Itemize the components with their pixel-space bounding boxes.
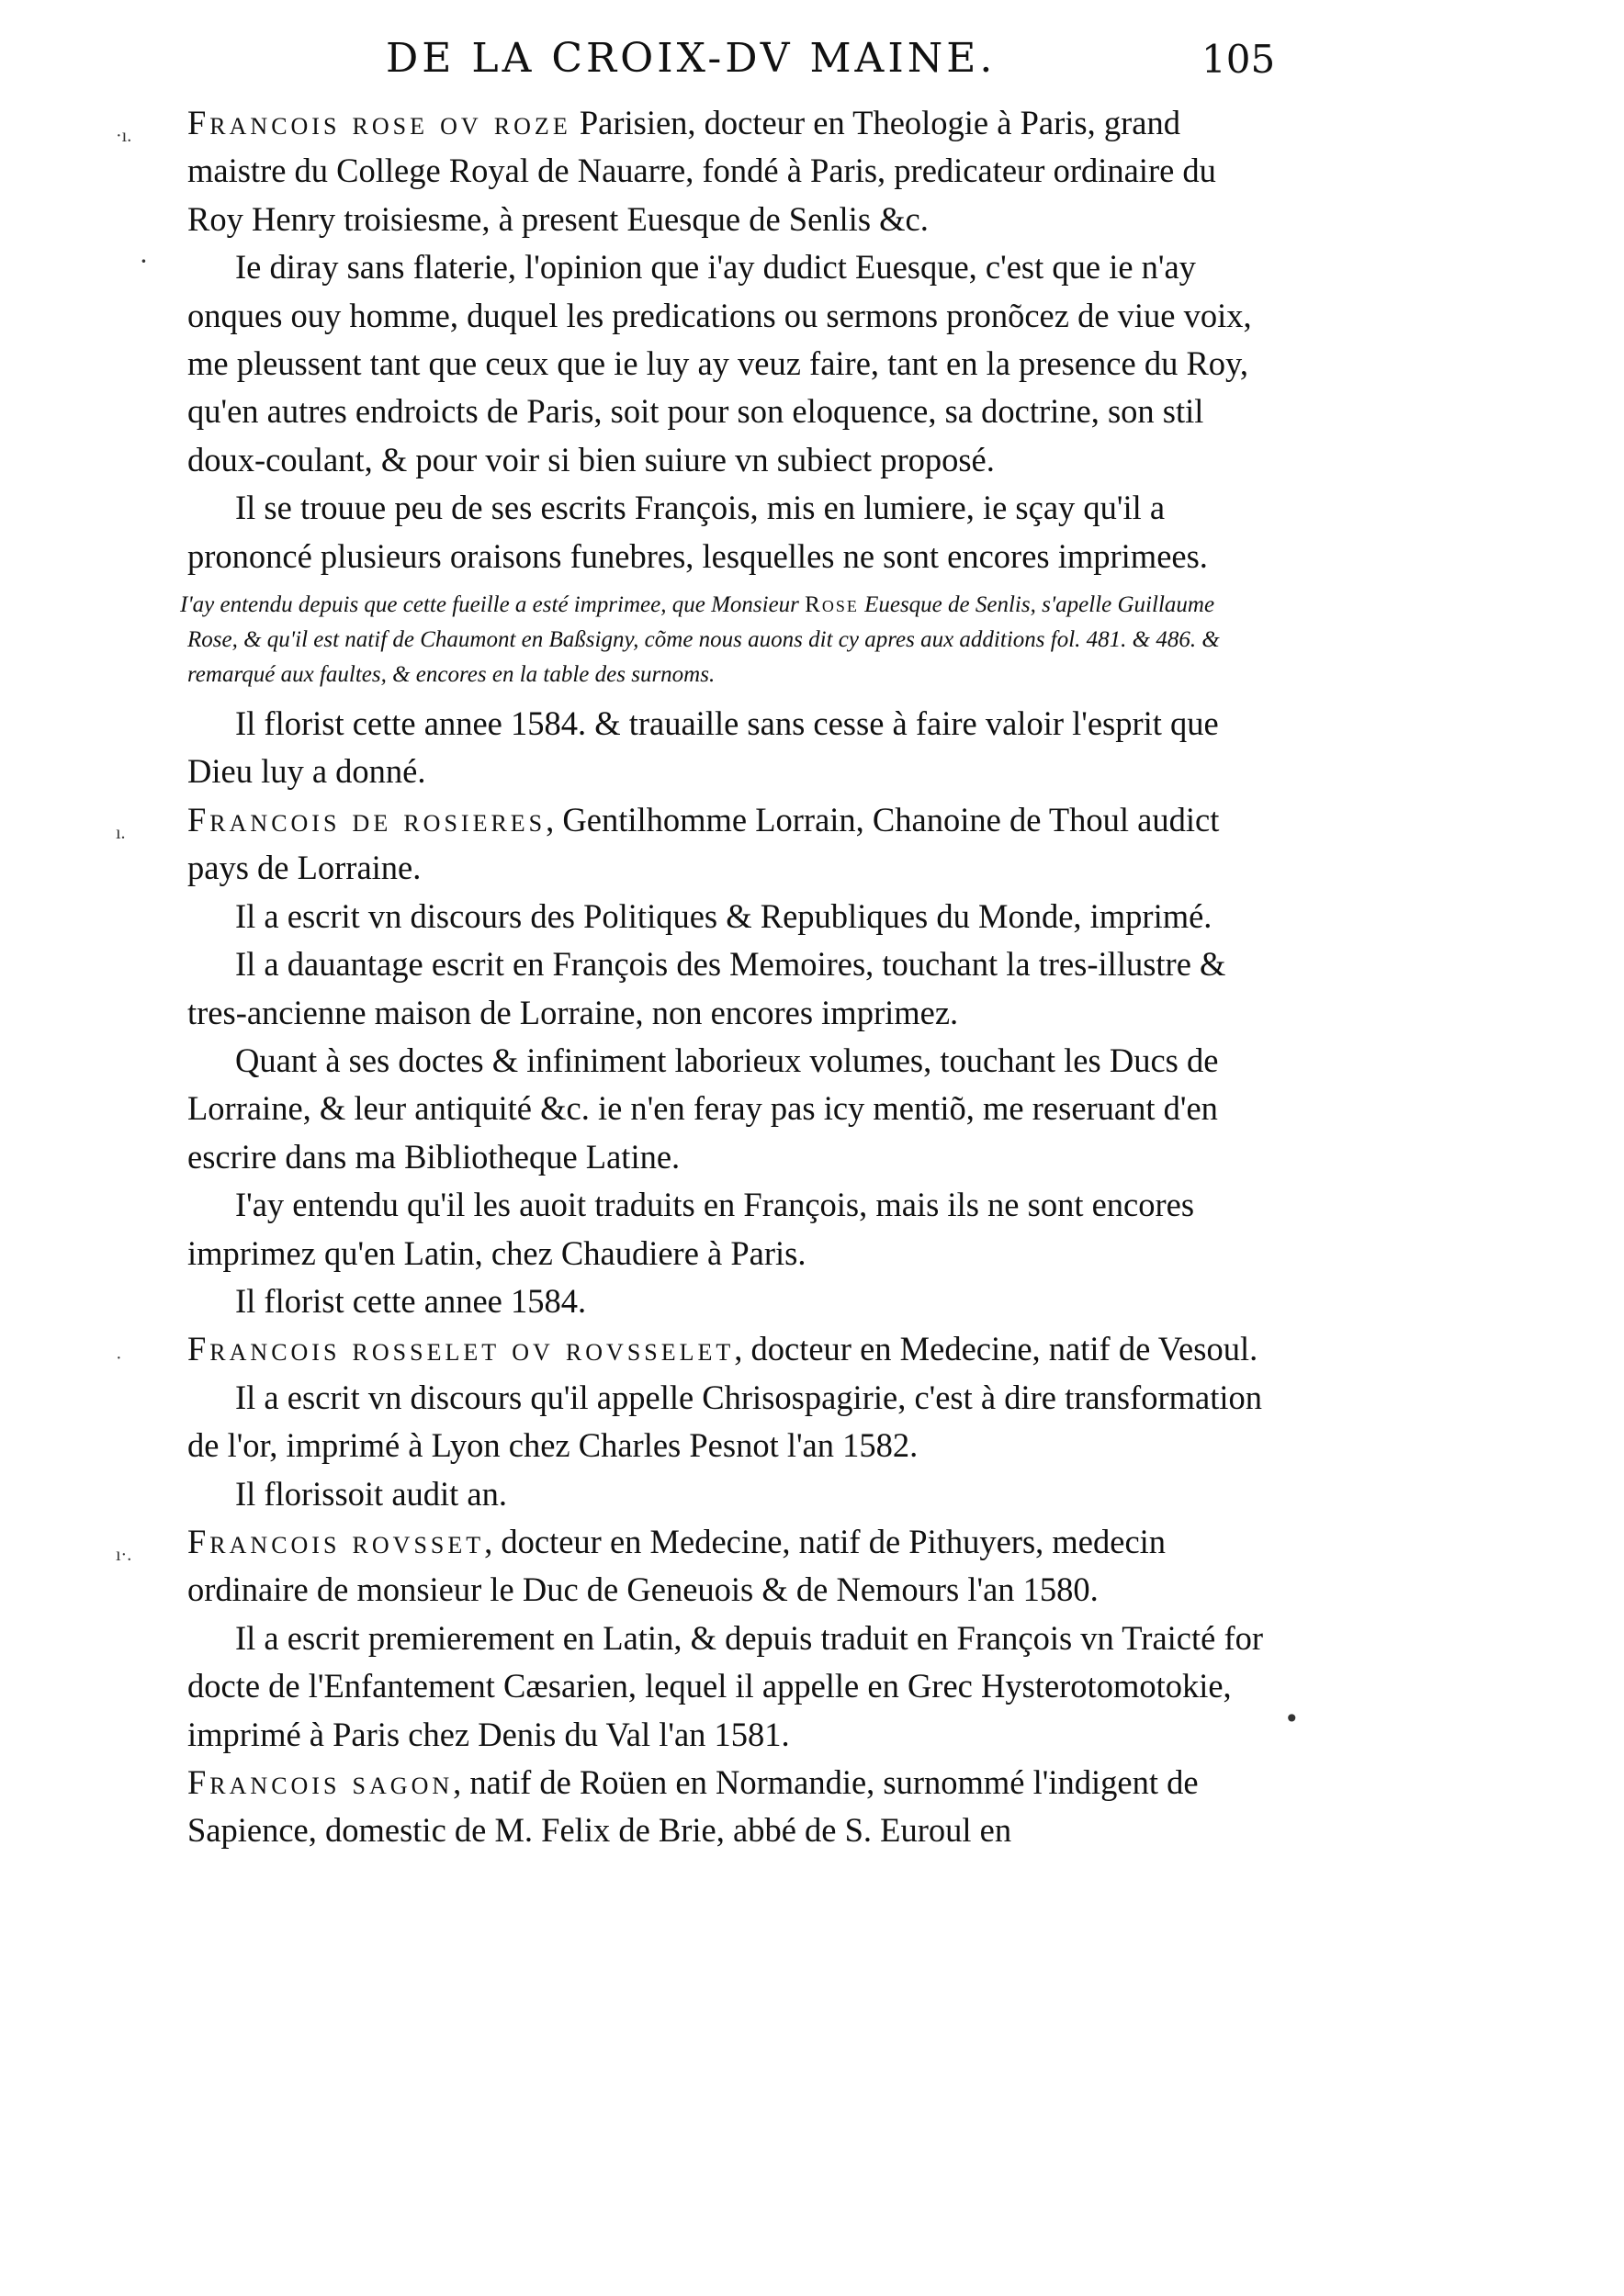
paragraph: Il a escrit vn discours qu'il appelle Chrisospagirie, c'est à dire transformation de l'or, imprimé à Lyon chez Charles Pesnot l'an 1582. (187, 1378, 1262, 1465)
paragraph: Il florist cette annee 1584. (235, 1281, 587, 1320)
paragraph: Il a escrit premierement en Latin, & depuis traduit en François vn Traicté for docte de l'Enfantement Cæsarien, lequel il appelle en Grec Hysterotomotokie, imprimé à Paris chez Denis du Val l'an 1581. (187, 1618, 1264, 1753)
entry-intro: , natif de Roüen en Normandie, surnommé l'indigent de Sapience, domestic de M. Felix de Brie, abbé de S. Euroul en (187, 1763, 1199, 1850)
entry-intro: , docteur en Medecine, natif de Vesoul. (734, 1330, 1258, 1368)
page-body (116, 99, 1269, 1855)
page-header (0, 35, 1624, 90)
printer-note (180, 588, 1269, 692)
paragraph: Il florissoit audit an. (235, 1474, 508, 1513)
entry-francois-sagon (187, 1759, 1269, 1855)
running-head: DE LA CROIX-DV MAINE. (386, 35, 997, 82)
note-text: Euesque de Senlis, s'apelle Guillaume Rose, & qu'il est natif de Chaumont en Baßsigny, cõme nous auons dit cy apres aux additions fol. 481. & 486. & remarqué aux faultes, & encores en la table des surnoms. (187, 592, 1220, 688)
entry-heading (187, 796, 1269, 893)
note-name: Rose (805, 592, 859, 618)
entry-heading (187, 1518, 1269, 1615)
entry-heading (187, 1325, 1269, 1373)
paragraph: Quant à ses doctes & infiniment laborieux volumes, touchant les Ducs de Lorraine, & leur antiquité &c. ie n'en feray pas icy mentiõ, me reseruant d'en escrire dans ma Bibliotheque Latine. (187, 1041, 1219, 1176)
margin-marker: · (116, 1348, 122, 1369)
entry-heading (187, 99, 1269, 243)
entry-francois-de-rosieres (116, 796, 1269, 1325)
entry-name: Francois rosselet ov rovsselet (187, 1330, 735, 1368)
paragraph: Ie diray sans flaterie, l'opinion que i'ay dudict Euesque, c'est que ie n'ay onques ouy homme, duquel les predications ou sermons pronõcez de viue voix, me pleussent tant que ceux que ie luy ay veuz faire, tant en la presence du Roy, qu'en autres endroicts de Paris, soit pour son eloquence, sa doctrine, son stil doux-coulant, & pour voir si bien suiure vn subiect proposé. (187, 248, 1252, 478)
paragraph: I'ay entendu qu'il les auoit traduits en François, mais ils ne sont encores imprimez qu'en Latin, chez Chaudiere à Paris. (187, 1186, 1195, 1272)
entry-francois-rosselet (116, 1325, 1269, 1518)
entry-name: Francois de rosieres (187, 800, 547, 838)
margin-marker: ı·. (116, 1544, 132, 1565)
entry-francois-rose (116, 99, 1269, 796)
stray-ink-dot: • (1284, 1704, 1300, 1734)
paragraph: Il a dauantage escrit en François des Memoires, touchant la tres-illustre & tres-ancienne maison de Lorraine, non encores imprimez. (187, 945, 1226, 1031)
paragraph: Il se trouue peu de ses escrits François, mis en lumiere, ie sçay qu'il a prononcé plusieurs oraisons funebres, lesquelles ne sont encores imprimees. (187, 489, 1208, 575)
note-text: I'ay entendu depuis que cette fueille a esté imprimee, que Monsieur (180, 592, 806, 618)
margin-marker: ·ı. (116, 126, 132, 146)
page-number: 105 (1201, 37, 1276, 82)
entry-francois-rousset (116, 1518, 1269, 1759)
entry-name: Francois rovsset (187, 1522, 485, 1560)
paragraph: Il a escrit vn discours des Politiques & Republiques du Monde, imprimé. (235, 896, 1212, 935)
paragraph: Il florist cette annee 1584. & trauaille sans cesse à faire valoir l'esprit que Dieu luy a donné. (187, 704, 1219, 791)
entry-name: Francois rose ov roze (187, 104, 571, 141)
margin-marker: ı. (116, 822, 126, 843)
entry-heading (187, 1759, 1269, 1855)
stray-ink-dot: · (140, 246, 148, 276)
entry-intro: Parisien, docteur en Theologie à Paris, grand maistre du College Royal de Nauarre, fondé à Paris, predicateur ordinaire du Roy Henry troisiesme, à present Euesque de Senlis &c. (187, 104, 1216, 238)
entry-intro: , Gentilhomme Lorrain, Chanoine de Thoul audict pays de Lorraine. (187, 800, 1220, 887)
entry-intro: , docteur en Medecine, natif de Pithuyers, medecin ordinaire de monsieur le Duc de Geneuois & de Nemours l'an 1580. (187, 1522, 1167, 1609)
entry-name: Francois sagon (187, 1763, 454, 1801)
